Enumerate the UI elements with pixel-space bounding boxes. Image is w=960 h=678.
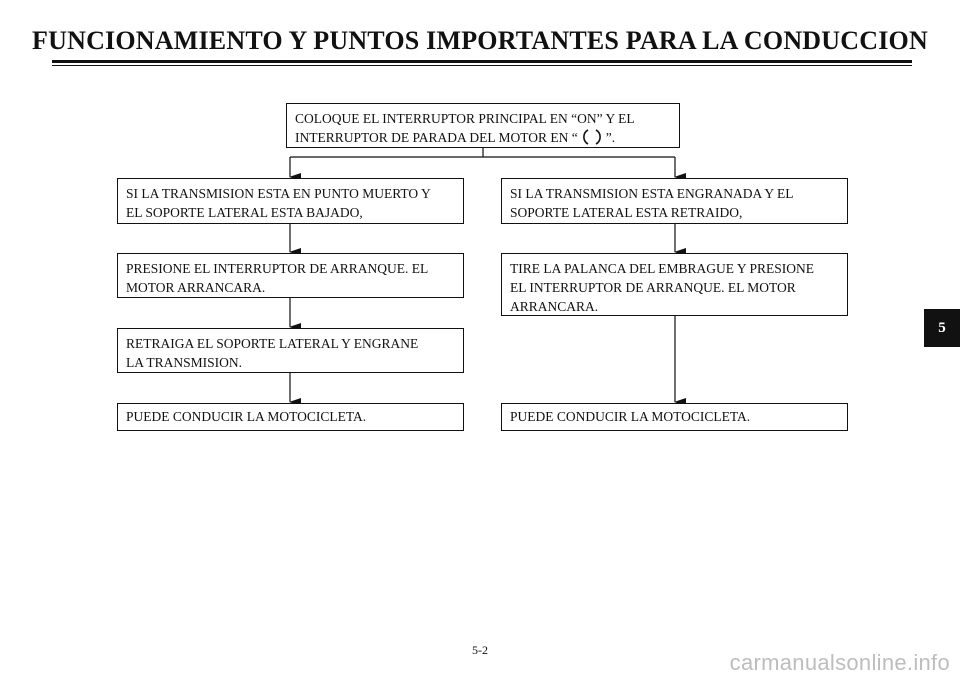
flow-text-line: SI LA TRANSMISION ESTA EN PUNTO MUERTO Y <box>126 186 431 201</box>
flow-box-top-line1: COLOQUE EL INTERRUPTOR PRINCIPAL EN “ON” Y EL <box>295 111 635 126</box>
flow-box-left-step3 <box>117 328 464 373</box>
flow-text-line: SI LA TRANSMISION ESTA ENGRANADA Y EL <box>510 186 794 201</box>
flow-text-line: LA TRANSMISION. <box>126 355 243 370</box>
flow-box-top-line2-after: ”. <box>605 130 616 145</box>
section-tab: 5 <box>924 309 960 347</box>
flow-text-line: PUEDE CONDUCIR LA MOTOCICLETA. <box>510 409 751 424</box>
flow-text-line: MOTOR ARRANCARA. <box>126 280 266 295</box>
flow-text-line: ARRANCARA. <box>510 299 599 314</box>
flow-box-right-step1 <box>501 178 848 224</box>
flow-text-line: PUEDE CONDUCIR LA MOTOCICLETA. <box>126 409 367 424</box>
flow-box-right-step3 <box>501 403 848 431</box>
flow-text-line: SOPORTE LATERAL ESTA RETRAIDO, <box>510 205 743 220</box>
flow-box-top <box>286 103 680 148</box>
flow-text-line: EL INTERRUPTOR DE ARRANQUE. EL MOTOR <box>510 280 796 295</box>
engine-run-switch-icon <box>581 128 603 151</box>
flow-text-line: EL SOPORTE LATERAL ESTA BAJADO, <box>126 205 363 220</box>
flow-text-line: TIRE LA PALANCA DEL EMBRAGUE Y PRESIONE <box>510 261 815 276</box>
flow-box-left-step2 <box>117 253 464 298</box>
flow-text-line: PRESIONE EL INTERRUPTOR DE ARRANQUE. EL <box>126 261 429 276</box>
watermark: carmanualsonline.info <box>729 650 950 675</box>
flow-box-top-line2-before: INTERRUPTOR DE PARADA DEL MOTOR EN “ <box>295 130 578 145</box>
flow-box-left-step1 <box>117 178 464 224</box>
flow-text-line: RETRAIGA EL SOPORTE LATERAL Y ENGRANE <box>126 336 419 351</box>
flow-box-left-step4 <box>117 403 464 431</box>
flow-box-top-line2 <box>295 128 671 151</box>
page-number: 5-2 <box>472 643 488 657</box>
page-title: FUNCIONAMIENTO Y PUNTOS IMPORTANTES PARA LA CONDUCCION <box>32 26 928 55</box>
flow-box-right-step2 <box>501 253 848 316</box>
